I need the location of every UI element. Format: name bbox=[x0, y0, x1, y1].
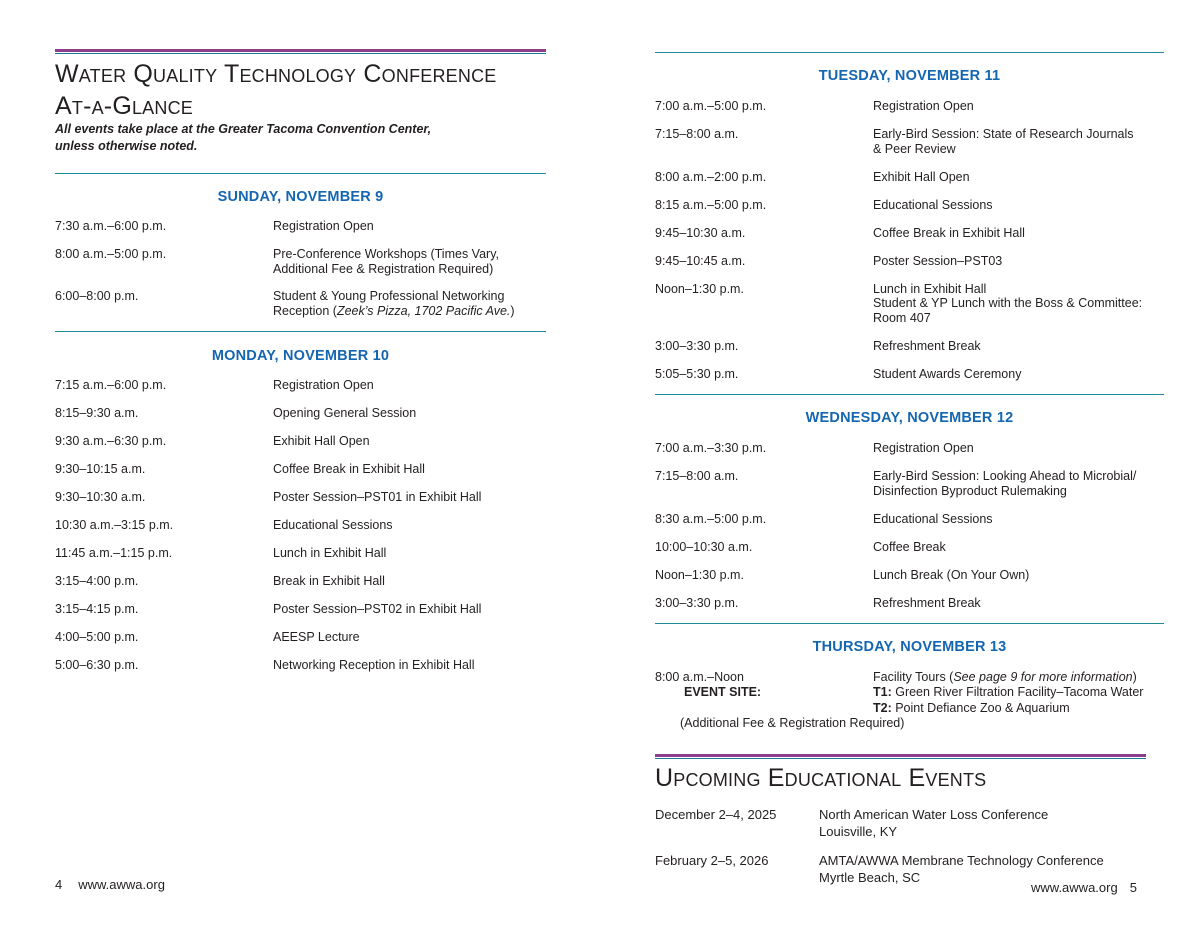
left-footer bbox=[55, 877, 165, 892]
row-time: 7:00 a.m.–5:00 p.m. bbox=[655, 99, 767, 113]
schedule-row bbox=[55, 574, 546, 589]
right-page bbox=[655, 0, 1164, 927]
upcoming-rule bbox=[655, 754, 1146, 760]
schedule-row bbox=[655, 339, 1164, 354]
row-time: 7:30 a.m.–6:00 p.m. bbox=[55, 219, 167, 233]
row-time: 7:15 a.m.–6:00 p.m. bbox=[55, 378, 167, 392]
page-number: 5 bbox=[1129, 880, 1137, 895]
schedule-row bbox=[655, 512, 1164, 527]
wednesday-rule bbox=[655, 394, 1164, 395]
sunday-heading: SUNDAY, NOVEMBER 9 bbox=[217, 189, 384, 205]
row-event: Coffee Break bbox=[873, 539, 946, 554]
event-name: North American Water Loss Conference Louisville, KY bbox=[819, 807, 1049, 839]
row-event: Coffee Break in Exhibit Hall bbox=[273, 462, 425, 476]
row-event: Educational Sessions bbox=[273, 518, 393, 532]
sunday-rule bbox=[55, 173, 546, 174]
monday-heading: MONDAY, NOVEMBER 10 bbox=[211, 348, 390, 364]
upcoming-title: Upcoming Educational Events bbox=[655, 764, 987, 792]
schedule-row bbox=[655, 469, 1164, 498]
row-time: 10:00–10:30 a.m. bbox=[655, 539, 753, 554]
row-time: 4:00–5:00 p.m. bbox=[55, 630, 139, 644]
page-title bbox=[55, 58, 546, 122]
row-time: 6:00–8:00 p.m. bbox=[55, 289, 139, 303]
row-time: 9:30–10:15 a.m. bbox=[55, 462, 146, 476]
schedule-row bbox=[655, 127, 1164, 156]
footer-url: www.awwa.org bbox=[78, 877, 165, 892]
row-time: 8:00 a.m.–Noon bbox=[655, 670, 744, 684]
wednesday-heading: WEDNESDAY, NOVEMBER 12 bbox=[805, 410, 1014, 426]
row-time: Noon–1:30 p.m. bbox=[655, 281, 744, 296]
row-event: Poster Session–PST02 in Exhibit Hall bbox=[273, 602, 482, 616]
row-event: Student & Young Professional Networking Reception (Zeek’s Pizza, 1702 Pacific Ave.) bbox=[273, 289, 515, 318]
schedule-row bbox=[655, 226, 1164, 241]
row-event: Educational Sessions bbox=[873, 197, 993, 212]
row-event: Lunch in Exhibit Hall bbox=[273, 546, 387, 560]
right-footer bbox=[1031, 880, 1137, 895]
row-time: 5:05–5:30 p.m. bbox=[655, 366, 739, 381]
thursday-rule bbox=[655, 623, 1164, 624]
schedule-row bbox=[55, 630, 546, 645]
tour-t2: T2: Point Defiance Zoo & Aquarium bbox=[873, 700, 1070, 715]
page-number: 4 bbox=[55, 877, 63, 892]
thursday-heading: THURSDAY, NOVEMBER 13 bbox=[812, 639, 1007, 655]
schedule-row bbox=[655, 367, 1164, 382]
left-page bbox=[55, 0, 546, 927]
schedule-row bbox=[655, 99, 1164, 114]
schedule-row bbox=[655, 540, 1164, 555]
row-time: 3:15–4:00 p.m. bbox=[55, 574, 139, 588]
row-time: 7:15–8:00 a.m. bbox=[655, 127, 739, 141]
schedule-row bbox=[55, 602, 546, 617]
row-time: 3:00–3:30 p.m. bbox=[655, 595, 739, 610]
schedule-row bbox=[655, 568, 1164, 583]
schedule-row bbox=[55, 518, 546, 533]
row-event: Registration Open bbox=[873, 441, 974, 455]
title-line-1: Water Quality Technology Conference bbox=[55, 60, 497, 88]
schedule-row bbox=[55, 378, 546, 393]
row-time: 8:00 a.m.–5:00 p.m. bbox=[55, 247, 167, 261]
row-event: Student Awards Ceremony bbox=[873, 366, 1022, 381]
schedule-row bbox=[55, 289, 546, 318]
thursday-schedule bbox=[655, 670, 1164, 731]
schedule-row bbox=[55, 462, 546, 477]
schedule-row bbox=[655, 596, 1164, 611]
row-event: Networking Reception in Exhibit Hall bbox=[273, 658, 475, 672]
schedule-row bbox=[655, 441, 1164, 456]
schedule-row bbox=[55, 490, 546, 505]
tuesday-heading: TUESDAY, NOVEMBER 11 bbox=[818, 68, 1001, 84]
row-event: Pre-Conference Workshops (Times Vary, Additional Fee & Registration Required) bbox=[273, 247, 499, 276]
schedule-row bbox=[55, 658, 546, 673]
tour-t1: T1: Green River Filtration Facility–Tacoma Water bbox=[873, 685, 1144, 700]
row-time: 10:30 a.m.–3:15 p.m. bbox=[55, 518, 174, 532]
title-line-2: At-a-Glance bbox=[55, 92, 193, 120]
row-event: AEESP Lecture bbox=[273, 630, 360, 644]
row-time: 9:30–10:30 a.m. bbox=[55, 490, 146, 504]
row-event: Exhibit Hall Open bbox=[273, 434, 370, 448]
tuesday-rule bbox=[655, 52, 1164, 53]
row-time: 9:30 a.m.–6:30 p.m. bbox=[55, 434, 167, 448]
schedule-row bbox=[55, 219, 546, 234]
row-event: Exhibit Hall Open bbox=[873, 169, 970, 184]
title-rule bbox=[55, 49, 546, 55]
row-event: Registration Open bbox=[273, 219, 374, 233]
row-time: 8:00 a.m.–2:00 p.m. bbox=[655, 169, 767, 184]
event-date: December 2–4, 2025 bbox=[655, 807, 777, 822]
row-event: Lunch in Exhibit Hall Student & YP Lunch with the Boss & Committee: Room 407 bbox=[873, 281, 1143, 325]
row-event: Opening General Session bbox=[273, 406, 417, 420]
row-event: Registration Open bbox=[873, 99, 974, 113]
event-date: February 2–5, 2026 bbox=[655, 853, 769, 868]
schedule-row bbox=[55, 546, 546, 561]
row-time: 9:45–10:30 a.m. bbox=[655, 225, 746, 240]
tours-line: Facility Tours (See page 9 for more information) bbox=[873, 670, 1137, 684]
schedule-row bbox=[55, 406, 546, 421]
footer-url: www.awwa.org bbox=[1031, 880, 1118, 895]
row-time: 3:15–4:15 p.m. bbox=[55, 602, 139, 616]
row-event: Break in Exhibit Hall bbox=[273, 574, 385, 588]
row-time: 7:15–8:00 a.m. bbox=[655, 469, 739, 483]
row-time: 11:45 a.m.–1:15 p.m. bbox=[55, 546, 173, 560]
row-time: 8:15 a.m.–5:00 p.m. bbox=[655, 197, 767, 212]
row-event: Poster Session–PST01 in Exhibit Hall bbox=[273, 490, 482, 504]
row-event: Early-Bird Session: State of Research Journals & Peer Review bbox=[873, 127, 1134, 156]
row-event: Registration Open bbox=[273, 378, 374, 392]
row-event: Lunch Break (On Your Own) bbox=[873, 567, 1030, 582]
intro-note: All events take place at the Greater Tacoma Convention Center, unless otherwise noted. bbox=[55, 122, 432, 153]
row-event: Early-Bird Session: Looking Ahead to Microbial/ Disinfection Byproduct Rulemaking bbox=[873, 469, 1137, 498]
row-time: Noon–1:30 p.m. bbox=[655, 567, 744, 582]
row-time: 8:15–9:30 a.m. bbox=[55, 406, 139, 420]
row-event: Refreshment Break bbox=[873, 338, 981, 353]
event-site-label: EVENT SITE: bbox=[684, 685, 762, 700]
row-time: 5:00–6:30 p.m. bbox=[55, 658, 139, 672]
schedule-row bbox=[655, 254, 1164, 269]
schedule-row bbox=[55, 247, 546, 276]
row-event: Refreshment Break bbox=[873, 595, 981, 610]
schedule-row bbox=[655, 282, 1164, 326]
schedule-row bbox=[55, 434, 546, 449]
monday-rule bbox=[55, 331, 546, 332]
upcoming-event bbox=[655, 806, 1164, 840]
row-time: 3:00–3:30 p.m. bbox=[655, 338, 739, 353]
thursday-note: (Additional Fee & Registration Required) bbox=[680, 715, 905, 730]
row-event: Poster Session–PST03 bbox=[873, 253, 1003, 268]
schedule-row bbox=[655, 198, 1164, 213]
row-time: 9:45–10:45 a.m. bbox=[655, 253, 746, 268]
event-name: AMTA/AWWA Membrane Technology Conference Myrtle Beach, SC bbox=[819, 853, 1104, 885]
row-time: 8:30 a.m.–5:00 p.m. bbox=[655, 511, 767, 526]
schedule-row bbox=[655, 170, 1164, 185]
row-event: Coffee Break in Exhibit Hall bbox=[873, 225, 1025, 240]
row-event: Educational Sessions bbox=[873, 511, 993, 526]
row-time: 7:00 a.m.–3:30 p.m. bbox=[655, 441, 767, 455]
